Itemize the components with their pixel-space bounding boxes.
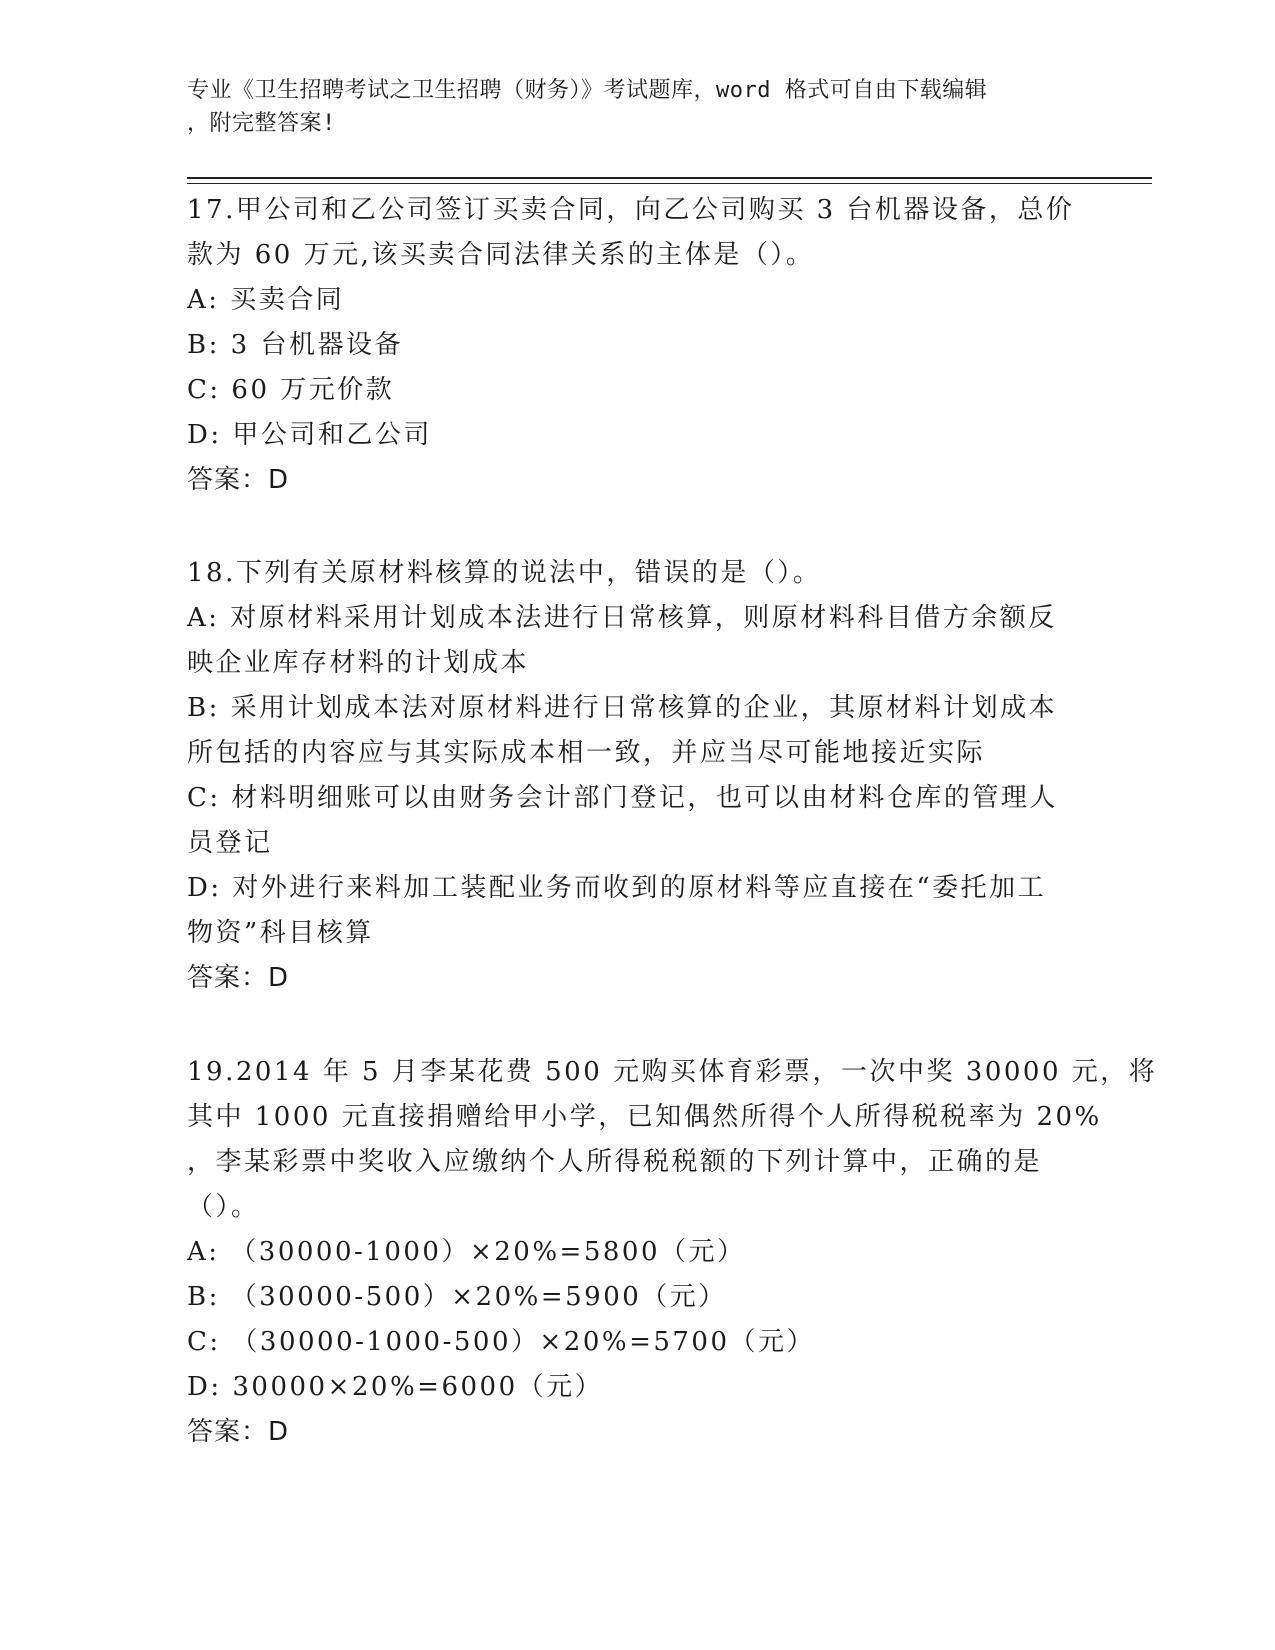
header-divider-thin xyxy=(187,183,1152,184)
question-18-option-c-line-2: 员登记 xyxy=(187,828,273,858)
question-18-option-b-line-1: B: 采用计划成本法对原材料进行日常核算的企业，其原材料计划成本 xyxy=(187,693,1058,723)
question-18-option-d-line-2: 物资”科目核算 xyxy=(187,918,374,948)
header-divider-thick xyxy=(187,177,1152,179)
question-18-option-b-line-2: 所包括的内容应与其实际成本相一致，并应当尽可能地接近实际 xyxy=(187,738,986,768)
header-line-1: 专业《卫生招聘考试之卫生招聘（财务）》考试题库，word 格式可自由下载编辑 xyxy=(187,78,988,103)
question-18-option-a-line-2: 映企业库存材料的计划成本 xyxy=(187,648,530,678)
question-18-option-d-line-1: D: 对外进行来料加工装配业务而收到的原材料等应直接在“委托加工 xyxy=(187,873,1047,903)
question-17-answer: 答案：D xyxy=(187,465,290,495)
question-18-answer: 答案：D xyxy=(187,963,290,993)
question-19-stem-line-1: 19.2014 年 5 月李某花费 500 元购买体育彩票，一次中奖 30000 元，将 xyxy=(187,1057,1158,1087)
question-17-stem-line-2: 款为 60 万元,该买卖合同法律关系的主体是（）。 xyxy=(187,240,815,270)
question-19-option-d: D: 30000×20%=6000（元） xyxy=(187,1372,604,1402)
question-19-stem-line-3: ，李某彩票中奖收入应缴纳个人所得税税额的下列计算中，正确的是 xyxy=(187,1147,1043,1177)
question-19-option-b: B: （30000-500）×20%=5900（元） xyxy=(187,1282,727,1312)
header-line-2: ，附完整答案! xyxy=(187,111,336,136)
question-18 xyxy=(187,551,1077,1001)
question-17-option-d: D: 甲公司和乙公司 xyxy=(187,420,432,450)
question-18-option-a-line-1: A: 对原材料采用计划成本法进行日常核算，则原材料科目借方余额反 xyxy=(187,603,1057,633)
question-19-stem-line-4: （）。 xyxy=(187,1192,260,1222)
question-17 xyxy=(187,188,1077,503)
question-17-option-b: B: 3 台机器设备 xyxy=(187,330,403,360)
document-header xyxy=(187,74,1067,140)
question-17-option-c: C: 60 万元价款 xyxy=(187,375,395,405)
question-17-stem-line-1: 17.甲公司和乙公司签订买卖合同，向乙公司购买 3 台机器设备，总价 xyxy=(187,195,1075,225)
question-18-stem: 18.下列有关原材料核算的说法中，错误的是（）。 xyxy=(187,558,822,588)
question-19-answer: 答案：D xyxy=(187,1417,290,1447)
question-18-option-c-line-1: C: 材料明细账可以由财务会计部门登记，也可以由材料仓库的管理人 xyxy=(187,783,1058,813)
question-17-option-a: A: 买卖合同 xyxy=(187,285,345,315)
question-19 xyxy=(187,1050,1158,1455)
question-19-option-c: C: （30000-1000-500）×20%=5700（元） xyxy=(187,1327,816,1357)
question-19-option-a: A: （30000-1000）×20%=5800（元） xyxy=(187,1237,746,1267)
question-19-stem-line-2: 其中 1000 元直接捐赠给甲小学，已知偶然所得个人所得税税率为 20% xyxy=(187,1102,1102,1132)
